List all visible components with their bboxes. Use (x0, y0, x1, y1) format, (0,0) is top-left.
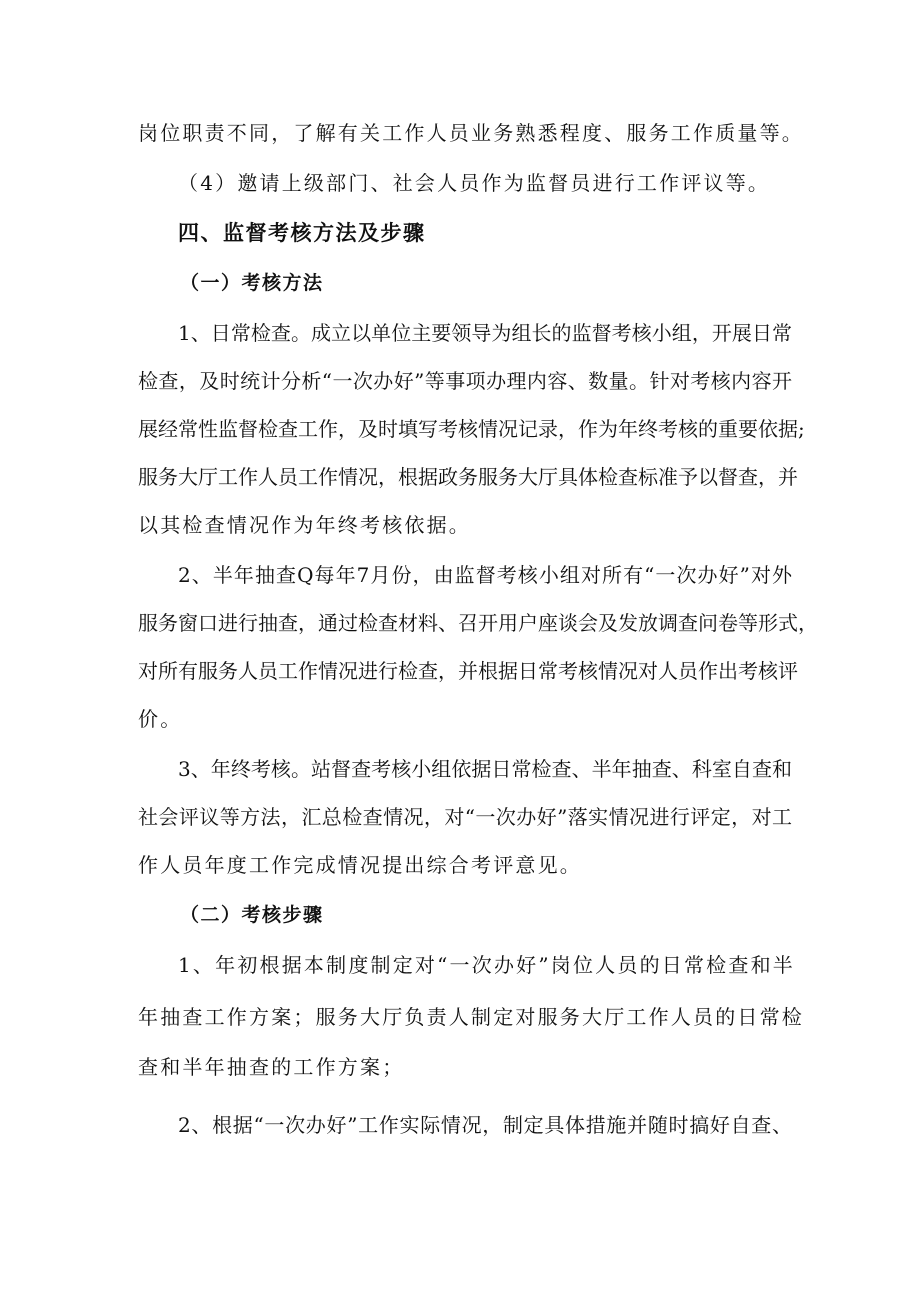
section-heading: 四、监督考核方法及步骤 (178, 221, 426, 245)
paragraph-line: 服务大厅工作人员工作情况，根据政务服务大厅具体检查标准予以督查，并 (138, 465, 798, 489)
paragraph-line: 2、根据“一次办好”工作实际情况，制定具体措施并随时搞好自查、 (178, 1113, 792, 1137)
paragraph-line: 价。 (138, 707, 183, 731)
subsection-heading: （二）考核步骤 (180, 904, 324, 926)
paragraph-line: 3、年终考核。站督查考核小组依据日常检查、半年抽查、科室自查和 (178, 757, 792, 781)
paragraph-line: 作人员年度工作完成情况提出综合考评意见。 (138, 853, 582, 877)
paragraph-line: 检查，及时统计分析“一次办好”等事项办理内容、数量。针对考核内容开 (138, 369, 792, 393)
subsection-heading: （一）考核方法 (180, 272, 324, 294)
paragraph-line: 以其检查情况作为年终考核依据。 (138, 513, 471, 537)
paragraph-line: 岗位职责不同，了解有关工作人员业务熟悉程度、服务工作质量等。 (138, 121, 804, 145)
paragraph-line: 年抽查工作方案；服务大厅负责人制定对服务大厅工作人员的日常检 (138, 1005, 804, 1029)
paragraph-line: 展经常性监督检查工作，及时填写考核情况记录，作为年终考核的重要依据; (138, 417, 805, 441)
paragraph-line: 查和半年抽查的工作方案； (138, 1055, 405, 1079)
paragraph-line: 1、年初根据本制度制定对“一次办好”岗位人员的日常检查和半 (178, 953, 795, 977)
paragraph-line: （4）邀请上级部门、社会人员作为监督员进行工作评议等。 (178, 171, 771, 195)
paragraph-line: 1、日常检查。成立以单位主要领导为组长的监督考核小组，开展日常 (178, 321, 792, 345)
paragraph-line: 对所有服务人员工作情况进行检查，并根据日常考核情况对人员作出考核评 (138, 659, 798, 683)
paragraph-line: 社会评议等方法，汇总检查情况，对“一次办好”落实情况进行评定，对工 (138, 805, 792, 829)
paragraph-line: 2、半年抽查Q每年7月份，由监督考核小组对所有“一次办好”对外 (178, 563, 792, 587)
paragraph-line: 服务窗口进行抽查，通过检查材料、召开用户座谈会及发放调查问卷等形式， (138, 611, 818, 635)
